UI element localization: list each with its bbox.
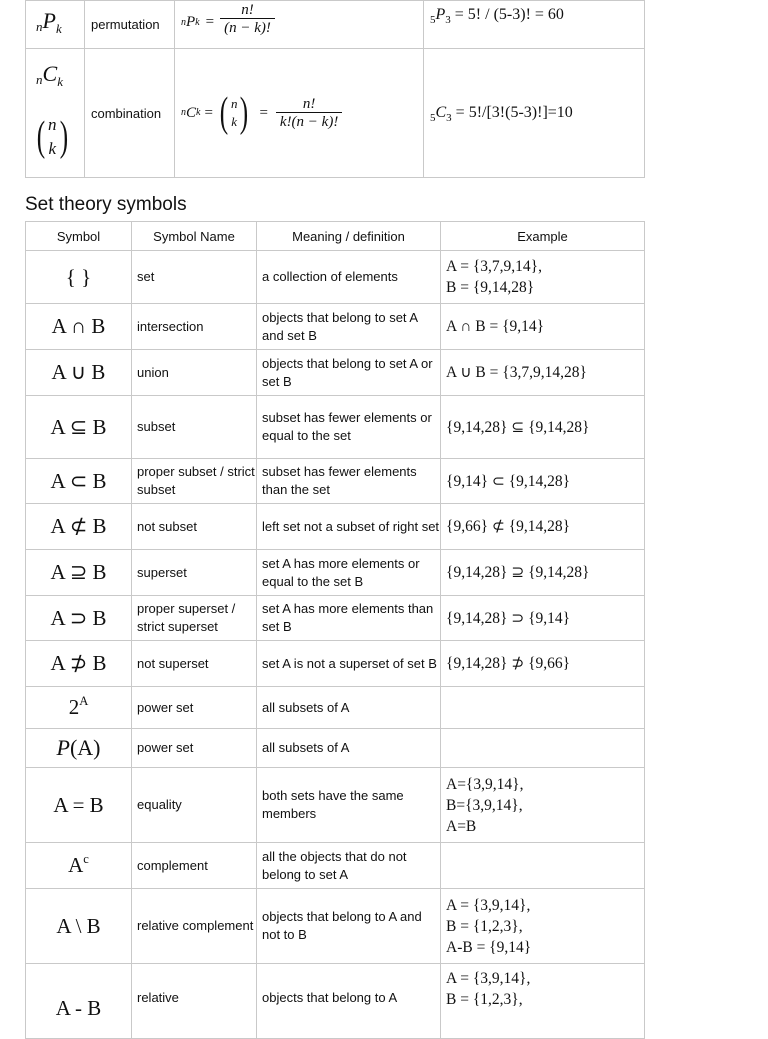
- table-row: [26, 768, 645, 843]
- meaning: left set not a subset of right set: [257, 504, 441, 550]
- complement-symbol: $A^c$: [26, 843, 132, 889]
- relative-complement-symbol: A \ B: [26, 889, 132, 964]
- table-row: [26, 459, 645, 504]
- proper-subset-symbol: A ⊂ B: [26, 459, 132, 504]
- section-title: Set theory symbols: [25, 194, 187, 215]
- combination-name: combination: [85, 49, 175, 178]
- permutation-example: $_5P_3 = 5$! / (5-3)! = 60: [424, 1, 645, 49]
- table-row: [26, 251, 645, 304]
- example: A={3,9,14}, B={3,9,14}, A=B: [441, 768, 645, 843]
- permutation-name: permutation: [85, 1, 175, 49]
- combinatorics-table: [25, 0, 645, 178]
- equality-symbol: A = B: [26, 768, 132, 843]
- permutation-symbol: $_nP_k$: [26, 1, 85, 49]
- proper-superset-symbol: A ⊃ B: [26, 596, 132, 641]
- symbol-name: equality: [132, 768, 257, 843]
- table-row: [26, 49, 645, 178]
- example: A = {3,7,9,14}, B = {9,14,28}: [441, 251, 645, 304]
- meaning: both sets have the same members: [257, 768, 441, 843]
- example: {9,14,28} ⊇ {9,14,28}: [441, 550, 645, 596]
- meaning: objects that belong to A and not to B: [257, 889, 441, 964]
- intersection-symbol: A ∩ B: [26, 304, 132, 350]
- combination-numerator: n!: [302, 95, 316, 112]
- example: [441, 843, 645, 889]
- binomial-symbol: ( n k ): [36, 114, 68, 160]
- combination-symbol: $_nC_k$ ( n k ): [26, 49, 85, 178]
- example: A = {3,9,14}, B = {1,2,3}, A-B = {9,14}: [441, 889, 645, 964]
- combination-denominator: k!(n − k)!: [276, 112, 342, 131]
- example: {9,14,28} ⊆ {9,14,28}: [441, 396, 645, 459]
- table-header-row: [26, 222, 645, 251]
- example: A = {3,9,14}, B = {1,2,3},: [441, 964, 645, 1039]
- symbol-name: complement: [132, 843, 257, 889]
- header-example: Example: [441, 222, 645, 251]
- symbol-name: set: [132, 251, 257, 304]
- example: [441, 729, 645, 768]
- symbol-name: not superset: [132, 641, 257, 687]
- meaning: objects that belong to set A and set B: [257, 304, 441, 350]
- meaning: objects that belong to A: [257, 964, 441, 1039]
- union-symbol: A ∪ B: [26, 350, 132, 396]
- table-row: [26, 964, 645, 1039]
- meaning: a collection of elements: [257, 251, 441, 304]
- table-row: [26, 687, 645, 729]
- set-symbol: { }: [26, 251, 132, 304]
- permutation-numerator: n!: [241, 2, 254, 19]
- table-row: [26, 843, 645, 889]
- example: {9,14,28} ⊃ {9,14}: [441, 596, 645, 641]
- meaning: subset has fewer elements or equal to the set: [257, 396, 441, 459]
- symbol-name: relative complement: [132, 889, 257, 964]
- table-row: [26, 596, 645, 641]
- meaning: all the objects that do not belong to set A: [257, 843, 441, 889]
- relative-complement-minus-symbol: A - B: [26, 964, 132, 1039]
- permutation-formula: n P k = $\frac{n!}{(n - k)!}$: [175, 1, 424, 49]
- header-meaning: Meaning / definition: [257, 222, 441, 251]
- symbol-name: superset: [132, 550, 257, 596]
- meaning: set A is not a superset of set B: [257, 641, 441, 687]
- table-row: [26, 504, 645, 550]
- header-symbol: Symbol: [26, 222, 132, 251]
- combination-example: $_5C_3 = 5!/[3!(5-3)!]=10$: [424, 49, 645, 178]
- combination-formula: n C k = ( n k ) = $\frac{n!}{k!(n - k)!}$: [175, 49, 424, 178]
- example: [441, 687, 645, 729]
- table-row: [26, 889, 645, 964]
- example: {9,14,28} ⊅ {9,66}: [441, 641, 645, 687]
- symbol-name: power set: [132, 729, 257, 768]
- symbol-name: proper subset / strict subset: [132, 459, 257, 504]
- symbol-name: intersection: [132, 304, 257, 350]
- power-set-symbol: $2^A$: [26, 687, 132, 729]
- table-row: [26, 1, 645, 49]
- permutation-denominator: (n − k)!: [220, 18, 275, 37]
- header-symbol-name: Symbol Name: [132, 222, 257, 251]
- example: {9,14} ⊂ {9,14,28}: [441, 459, 645, 504]
- table-row: [26, 729, 645, 768]
- power-set-script-symbol: P(A): [26, 729, 132, 768]
- table-row: [26, 304, 645, 350]
- example: A ∩ B = {9,14}: [441, 304, 645, 350]
- example: A ∪ B = {3,7,9,14,28}: [441, 350, 645, 396]
- meaning: set A has more elements than set B: [257, 596, 441, 641]
- not-subset-symbol: A ⊄ B: [26, 504, 132, 550]
- table-row: [26, 350, 645, 396]
- symbol-name: union: [132, 350, 257, 396]
- symbol-name: proper superset / strict superset: [132, 596, 257, 641]
- meaning: objects that belong to set A or set B: [257, 350, 441, 396]
- symbol-name: not subset: [132, 504, 257, 550]
- table-row: [26, 641, 645, 687]
- meaning: subset has fewer elements than the set: [257, 459, 441, 504]
- table-row: [26, 550, 645, 596]
- subset-symbol: A ⊆ B: [26, 396, 132, 459]
- symbol-name: subset: [132, 396, 257, 459]
- superset-symbol: A ⊇ B: [26, 550, 132, 596]
- example: {9,66} ⊄ {9,14,28}: [441, 504, 645, 550]
- symbol-name: power set: [132, 687, 257, 729]
- meaning: all subsets of A: [257, 687, 441, 729]
- meaning: all subsets of A: [257, 729, 441, 768]
- set-theory-table: [25, 221, 645, 1039]
- symbol-name: relative: [132, 964, 257, 1039]
- not-superset-symbol: A ⊅ B: [26, 641, 132, 687]
- meaning: set A has more elements or equal to the set B: [257, 550, 441, 596]
- table-row: [26, 396, 645, 459]
